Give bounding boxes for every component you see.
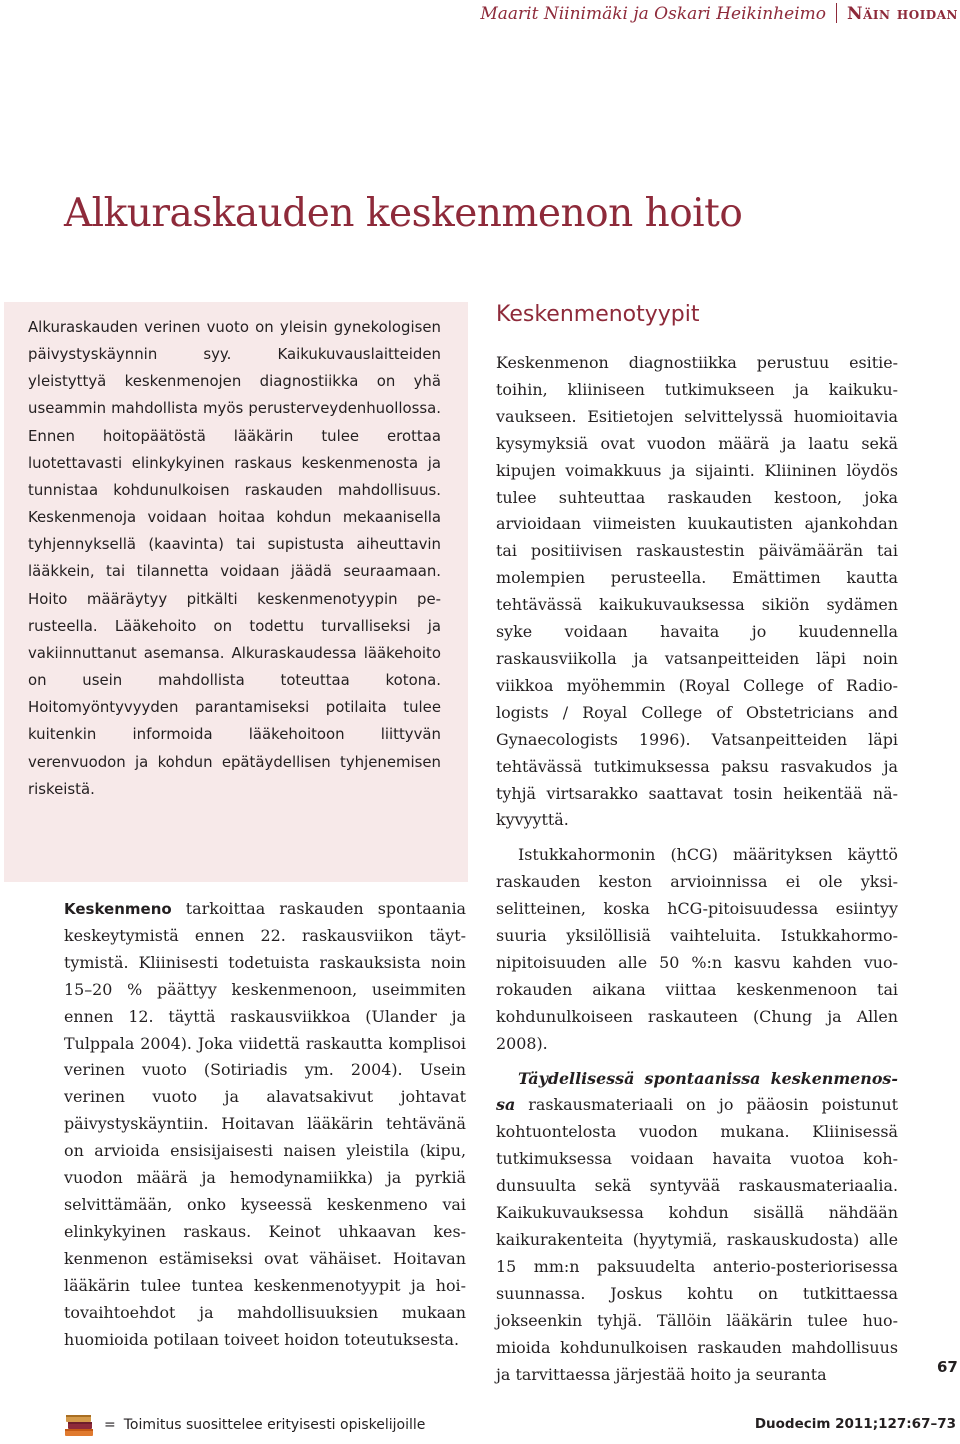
paragraph-complete-miscarriage bbox=[496, 1066, 898, 1389]
footer-equals: = bbox=[104, 1417, 116, 1433]
left-column-body bbox=[64, 896, 466, 1353]
journal-citation: Duodecim 2011;127:67–73 bbox=[754, 1416, 956, 1432]
term-complete-miscarriage: Täydellisessä spontaanissa keskenmenossa bbox=[496, 1068, 898, 1115]
footer-legend-text: Toimitus suosittelee erityisesti opiskelijoille bbox=[123, 1417, 426, 1433]
section-heading: Keskenmenotyypit bbox=[496, 302, 700, 327]
running-head-authors: Maarit Niinimäki ja Oskari Heikinheimo bbox=[480, 4, 827, 24]
books-icon bbox=[62, 1412, 96, 1438]
footer-legend bbox=[62, 1410, 425, 1440]
left-column-text: tarkoittaa raskauden spontaania keskeytymistä ennen 22. raskausviikon täyttymistä. Kliinisesti todetuista raskauksista noin 15–20 % päättyy keskenmenoon, useimmiten ennen 12. täyttä raskausviikkoa (Ulander ja Tulppala 2004). Joka viidettä raskautta komplisoi verinen vuoto (Sotiriadis ym. 2004). Usein verinen vuoto ja alavatsakivut johtavat päivystyskäyntiin. Hoitavan lääkärin tehtävänä on arvioida ensisijaisesti naisen yleistila (kipu, vuodon määrä ja hemodynamiikka) ja pyrkiä selvittämään, onko kyseessä keskenmeno vai elinkykyinen raskaus. Keinot uhkaavan keskenmenon estämiseksi ovat vähäiset. Hoitavan lääkärin tulee tuntea keskenmenotyypit ja hoitovaihtoehdot ja mahdollisuuksien mukaan huomioida potilaan toiveet hoidon toteutuksesta. bbox=[64, 899, 466, 1349]
running-head-divider bbox=[836, 3, 837, 23]
right-column-body bbox=[496, 350, 898, 1388]
abstract-text: Alkuraskauden verinen vuoto on yleisin gynekologisen päivystyskäynnin syy. Kaikukuvauslaitteiden yleistyttyä keskenmenojen diagnostiikka on yhä useammin mahdollista myös perusterveydenhuollossa. Ennen hoitopäätöstä lääkärin tulee erottaa luotettavasti elinkykyinen raskaus keskenmenosta ja tunnistaa kohdunulkoisen raskauden mahdollisuus. Keskenmenoja voidaan hoitaa kohdun mekaanisella tyhjennyksellä (kaavinta) tai supistusta aiheuttavin lääkkein, tai tilannetta voidaan jäädä seuraamaan. Hoito määräytyy pitkälti keskenmenotyypin perusteella. Lääkehoito on todettu turvalliseksi ja vakiinnuttanut asemansa. Alkuraskaudessa lääkehoito on usein mahdollista toteuttaa kotona. Hoitomyöntyvyyden parantamiseksi potilaita tulee kuitenkin informoida lääkehoitoon liittyvän verenvuodon ja kohdun epätäydellisen tyhjenemisen riskeistä. bbox=[28, 318, 441, 798]
running-head bbox=[0, 0, 958, 30]
paragraph-hcg: Istukkahormonin (hCG) määrityksen käyttö raskauden keston arvioinnissa ei ole yksiselitteinen, koska hCG-pitoisuudessa esiintyy suuria yksilöllisiä vaihteluita. Istukkahormonipitoisuuden alle 50 %:n kasvu kahden vuorokauden aikana viittaa keskenmenoon tai kohdunulkoiseen raskauteen (Chung ja Allen 2008). bbox=[496, 845, 898, 1053]
article-title: Alkuraskauden keskenmenon hoito bbox=[64, 191, 743, 236]
page-number: 67 bbox=[937, 1358, 958, 1376]
running-head-section: Näin hoidan bbox=[847, 4, 958, 24]
right-column bbox=[496, 298, 898, 1388]
definition-term: Keskenmeno bbox=[64, 900, 172, 918]
paragraph-complete-miscarriage-text: raskausmateriaali on jo pääosin poistunut kohtuontelosta vuodon mukana. Kliinisessä tutkimuksessa voidaan havaita vuotoa kohdunsuulta sekä syntyvää raskausmateriaalia. Kaikukuvauksessa kohdun sisällä nähdään kaikurakenteita (hyytymiä, raskauskudosta) alle 15 mm:n paksuudelta anterio-posteriorisessa suunnassa. Joskus kohtu on tutkittaessa jokseenkin tyhjä. Tällöin lääkärin tulee huomioida kohdunulkoisen raskauden mahdollisuus ja tarvittaessa järjestää hoito ja seuranta bbox=[496, 1095, 898, 1384]
paragraph-diagnostics: Keskenmenon diagnostiikka perustuu esitietoihin, kliiniseen tutkimukseen ja kaikukuvaukseen. Esitietojen selvittelyssä huomioitavia kysymyksiä ovat vuodon määrä ja laatu sekä kipujen voimakkuus ja sijainti. Kliininen löydös tulee suhteuttaa raskauden kestoon, joka arvioidaan viimeisten kuukautisten ajankohdan tai positiivisen raskaustestin päivämäärän tai molempien perusteella. Emättimen kautta tehtävässä kaikukuvauksessa sikiön sydämen syke voidaan havaita jo kuudennella raskausviikolla ja vatsanpeitteiden läpi noin viikkoa myöhemmin (Royal College of Radiologists / Royal College of Obstetricians and Gynaecologists 1996). Vatsanpeitteiden läpi tehtävässä tutkimuksessa paksu rasvakudos ja tyhjä virtsarakko saattavat tosin heikentää näkyvyyttä. bbox=[496, 353, 898, 830]
